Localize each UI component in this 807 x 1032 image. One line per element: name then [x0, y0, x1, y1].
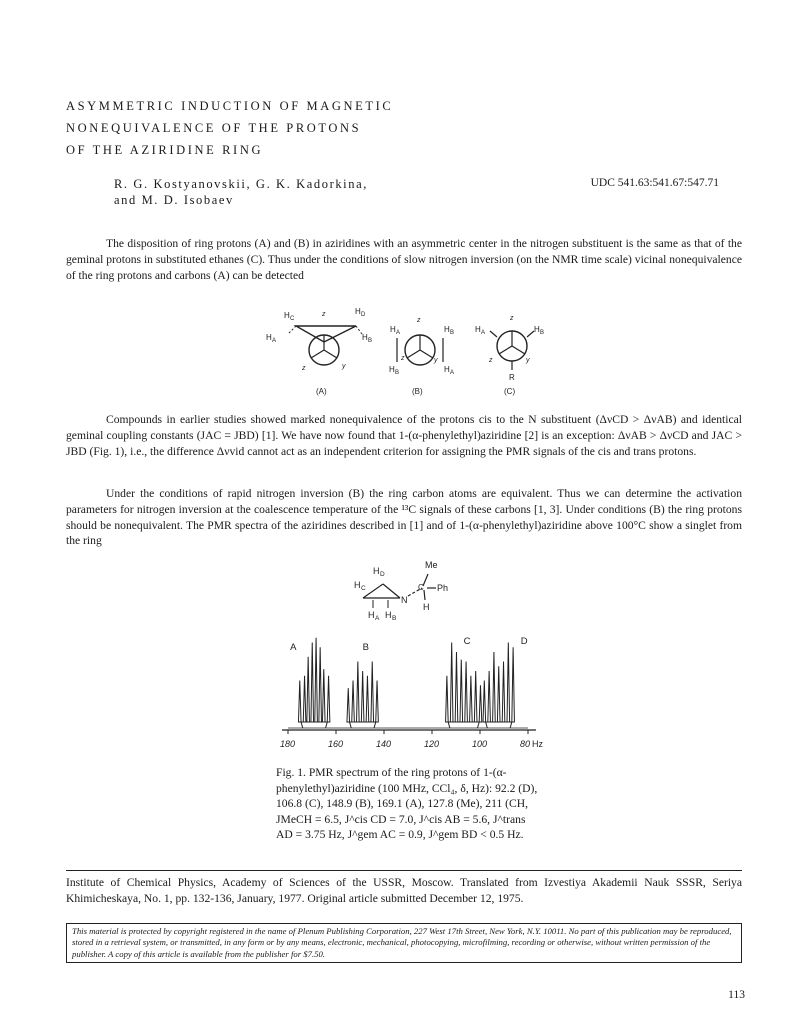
scheme-b-z2: z: [401, 355, 405, 362]
title-line-1: ASYMMETRIC INDUCTION OF MAGNETIC: [66, 99, 394, 113]
scheme-c-z2: z: [489, 357, 493, 364]
intro-paragraph: [66, 236, 742, 283]
spectrum-trace-group: [288, 638, 528, 728]
axis-tick-label-140: 140: [376, 739, 392, 749]
scheme-a-z2: z: [302, 365, 306, 372]
spectrum-hd-sub: D: [380, 571, 385, 578]
axis-unit: Hz: [532, 739, 543, 749]
scheme-b-ha: H: [390, 325, 396, 334]
spectrum-peak-a: [298, 638, 329, 728]
udc-code: UDC 541.63:541.67:547.71: [590, 177, 719, 189]
scheme-b-hb2-sub: B: [395, 370, 400, 376]
axis-tick-label-100: 100: [472, 739, 488, 749]
scheme-b-hb-sub: B: [450, 330, 455, 336]
scheme-c-hb: H: [534, 325, 540, 334]
axis-tick-label-120: 120: [424, 739, 440, 749]
scheme-a-hb: H: [362, 333, 368, 342]
pmr-spectrum: [270, 558, 560, 758]
scheme-c-z: z: [510, 315, 514, 322]
scheme-c-y: y: [526, 357, 530, 364]
spectrum-ticks-group: [280, 730, 530, 749]
spectrum-hc-sub: C: [361, 585, 366, 592]
spectrum-hc: H: [354, 580, 361, 590]
spectrum-hb: H: [385, 610, 392, 620]
scheme-b-y: y: [434, 357, 438, 364]
paragraph-3-text: Under the conditions of rapid nitrogen inversion (B) the ring carbon atoms are equivalent. Thus we can determine the activation parameters for nitrogen inversion at the coalescence temperature of the ¹³C signals of these carbons [1, 3]. Under conditions (B) the ring protons should be nonequivalent. The PMR spectra of the aziridines described in [1] and of 1-(α-phenylethyl)aziridine above 100°C show a singlet from the ring: [66, 487, 742, 548]
scheme-a-hd: H: [355, 307, 361, 316]
authors-line-1: R. G. Kostyanovskii, G. K. Kadorkina,: [114, 177, 368, 191]
scheme-c-r: R: [509, 373, 515, 382]
scheme-a-z: z: [322, 311, 326, 318]
scheme-label-c: (C): [504, 387, 516, 396]
peak-label-a: A: [290, 642, 297, 653]
spectrum-peak-d: [483, 643, 514, 729]
scheme-a-hc-sub: C: [290, 316, 295, 322]
spectrum-hb-sub: B: [392, 615, 397, 622]
scheme-label-b: (B): [412, 387, 423, 396]
scheme-c-ha: H: [475, 325, 481, 334]
page-number: 113: [728, 989, 745, 1001]
spectrum-ph: Ph: [437, 583, 449, 593]
scheme-a: [266, 307, 372, 396]
footnote-rule: [66, 870, 742, 871]
peak-label-b: B: [362, 642, 369, 653]
axis-tick-label-180: 180: [280, 739, 296, 749]
affiliation: Institute of Chemical Physics, Academy of Sciences of the USSR, Moscow. Translated from Izvestiya Akademii Nauk SSSR, Seriya Khimicheskaya, No. 1, pp. 132-136, January, 1977. Original article submitted December 12, 1975.: [66, 876, 742, 905]
peak-label-d: D: [520, 636, 528, 647]
scheme-c: [475, 315, 544, 396]
spectrum-structure: [354, 560, 448, 622]
spectrum-c: C: [418, 583, 424, 592]
spectrum-h: H: [423, 602, 430, 612]
spectrum-ha-sub: A: [375, 615, 380, 622]
paragraph-2-text: Compounds in earlier studies showed marked nonequivalence of the protons cis to the N substituent (ΔνCD > ΔνAB) and identical geminal coupling constants (JAC = JBD) [1]. We have now found that 1-(α-phenylethyl)aziridine [2] is an exception: ΔνAB > ΔνCD and JAC > JBD (Fig. 1), i.e., the difference Δνvid cannot act as an independent criterion for assigning the PMR signals of the cis and trans protons.: [66, 413, 742, 458]
body-paragraph-2: [66, 412, 742, 459]
spectrum-peak-c: [446, 643, 482, 729]
spectrum-hd: H: [373, 566, 380, 576]
scheme-label-a: (A): [316, 387, 327, 396]
scheme-a-y: y: [342, 363, 346, 370]
scheme-b-ha-sub: A: [396, 330, 401, 336]
scheme-b: [389, 317, 454, 396]
scheme-a-ha: H: [266, 333, 272, 342]
title-line-3: OF THE AZIRIDINE RING: [66, 143, 264, 157]
body-paragraph-3: [66, 486, 742, 549]
scheme-b-ha2: H: [444, 365, 450, 374]
intro-text: The disposition of ring protons (A) and (B) in aziridines with an asymmetric center in the nitrogen substituent is the same as that of the geminal protons in substituted ethanes (C). Thus under the conditions of slow nitrogen inversion (on the NMR time scale) vicinal nonequivalence of the ring protons and carbons (A) can be detected: [66, 237, 742, 282]
scheme-a-ha-sub: A: [272, 338, 277, 344]
scheme-a-hb-sub: B: [368, 338, 373, 344]
spectrum-n: N: [401, 595, 408, 605]
title-line-2: NONEQUIVALENCE OF THE PROTONS: [66, 121, 362, 135]
scheme-a-hd-sub: D: [361, 312, 366, 318]
copyright-notice: This material is protected by copyright registered in the name of Plenum Publishing Corporation, 227 West 17th Street, New York, N.Y. 10011. No part of this publication may be reproduced, stored in a retrieval system, or transmitted, in any form or by any means, electronic, mechanical, photocopying, microfilming, recording or otherwise, without written permission of the publisher. A copy of this article is available from the publisher for $7.50.: [66, 923, 742, 963]
scheme-b-ha2-sub: A: [450, 370, 455, 376]
peak-label-c: C: [463, 636, 471, 647]
spectrum-ha: H: [368, 610, 375, 620]
newman-scheme: [262, 300, 558, 400]
scheme-c-ha-sub: A: [481, 330, 486, 336]
scheme-b-hb2: H: [389, 365, 395, 374]
scheme-b-hb: H: [444, 325, 450, 334]
axis-tick-label-80: 80: [520, 739, 531, 749]
scheme-a-hc: H: [284, 311, 290, 320]
authors-line-2: and M. D. Isobaev: [114, 193, 234, 207]
axis-tick-label-160: 160: [328, 739, 344, 749]
figure-caption: Fig. 1. PMR spectrum of the ring protons of 1-(α-phenylethyl)aziridine (100 MHz, CCl₄, δ, Hz): 92.2 (D), 106.8 (C), 148.9 (B), 169.1 (A), 127.8 (Me), 211 (CH, JMeCH = 6.5, J^cis CD = 7.0, J^cis AB = 5.6, J^trans AD = 3.75 Hz, J^gem AC = 0.9, J^gem BD < 0.5 Hz.: [276, 766, 538, 842]
scheme-c-hb-sub: B: [540, 330, 545, 336]
spectrum-me: Me: [425, 560, 438, 570]
scheme-b-z: z: [417, 317, 421, 324]
spectrum-peak-b: [347, 662, 378, 729]
